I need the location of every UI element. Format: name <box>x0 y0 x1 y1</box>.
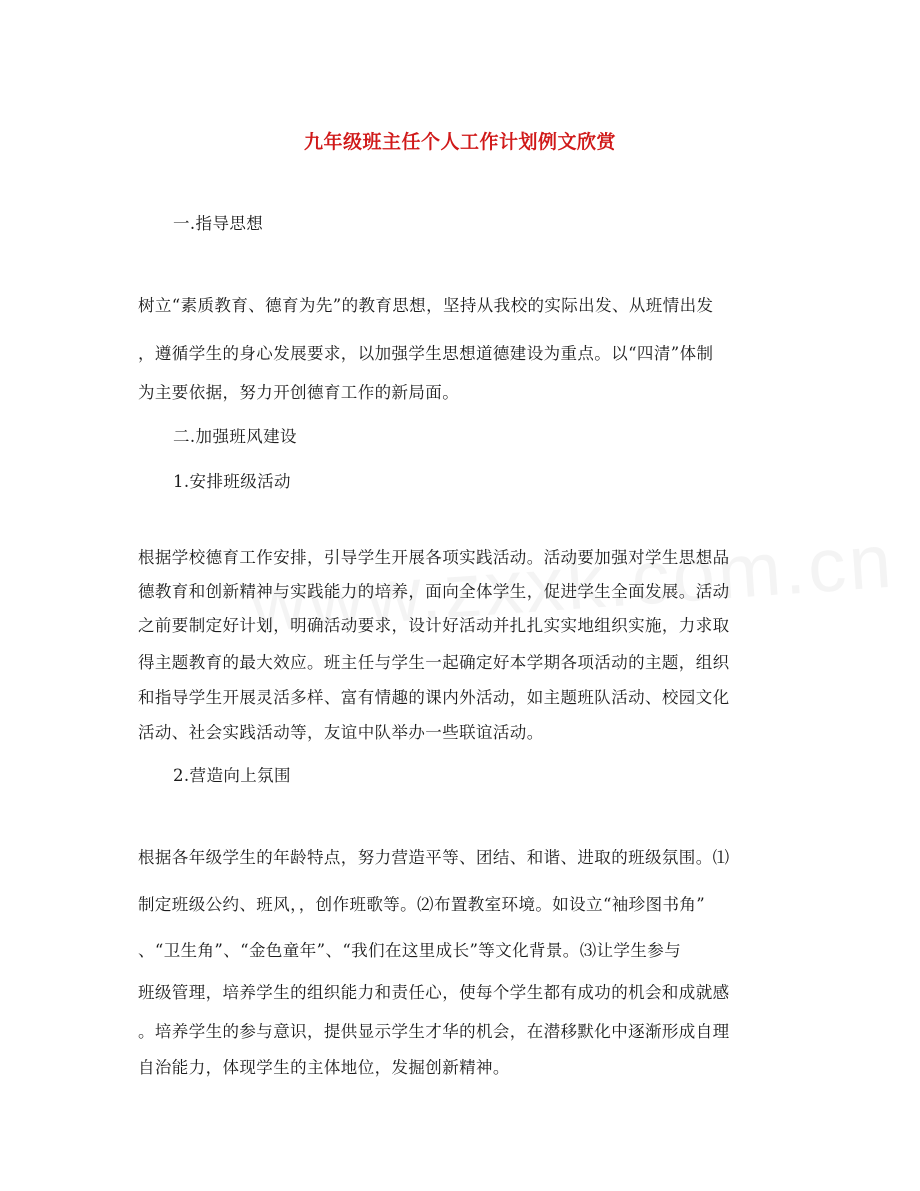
paragraph-line: 为主要依据，努力开创德育工作的新局面。 <box>138 383 460 402</box>
paragraph-line: 根据学校德育工作安排，引导学生开展各项实践活动。活动要加强对学生思想品 <box>138 548 730 567</box>
paragraph-line: 之前要制定好计划，明确活动要求，设计好活动并扎扎实实地组织实施，力求取 <box>138 616 730 635</box>
paragraph-line: 德教育和创新精神与实践能力的培养，面向全体学生，促进学生全面发展。活动 <box>138 582 730 601</box>
paragraph-line: ，遵循学生的身心发展要求，以加强学生思想道德建设为重点。以“四清”体制 <box>138 344 714 363</box>
subsection-heading-class-activities: 1.安排班级活动 <box>173 472 291 491</box>
paragraph-line: 和指导学生开展灵活多样、富有情趣的课内外活动，如主题班队活动、校园文化 <box>138 688 730 707</box>
paragraph-line: 班级管理，培养学生的组织能力和责任心，使每个学生都有成功的机会和成就感 <box>138 983 730 1002</box>
paragraph-line: 根据各年级学生的年龄特点，努力营造平等、团结、和谐、进取的班级氛围。⑴ <box>138 848 730 867</box>
section-heading-class-style: 二.加强班风建设 <box>173 427 297 446</box>
paragraph-line: 自治能力，体现学生的主体地位，发掘创新精神。 <box>138 1058 510 1077</box>
subsection-heading-positive-atmosphere: 2.营造向上氛围 <box>173 766 291 785</box>
paragraph-line: 制定班级公约、班风，，创作班歌等。⑵布置教室环境。如设立“袖珍图书角” <box>138 895 706 914</box>
paragraph-line: 、“卫生角”、“金色童年”、“我们在这里成长”等文化背景。⑶让学生参与 <box>138 941 682 960</box>
paragraph-line: 活动、社会实践活动等，友谊中队举办一些联谊活动。 <box>138 723 544 742</box>
paragraph-line: 树立“素质教育、德育为先”的教育思想，坚持从我校的实际出发、从班情出发 <box>138 296 714 315</box>
paragraph-line: 。培养学生的参与意识，提供显示学生才华的机会，在潜移默化中逐渐形成自理 <box>138 1022 730 1041</box>
section-heading-guiding-ideology: 一.指导思想 <box>173 214 264 233</box>
paragraph-line: 得主题教育的最大效应。班主任与学生一起确定好本学期各项活动的主题，组织 <box>138 653 730 672</box>
document-title: 九年级班主任个人工作计划例文欣赏 <box>303 131 616 153</box>
